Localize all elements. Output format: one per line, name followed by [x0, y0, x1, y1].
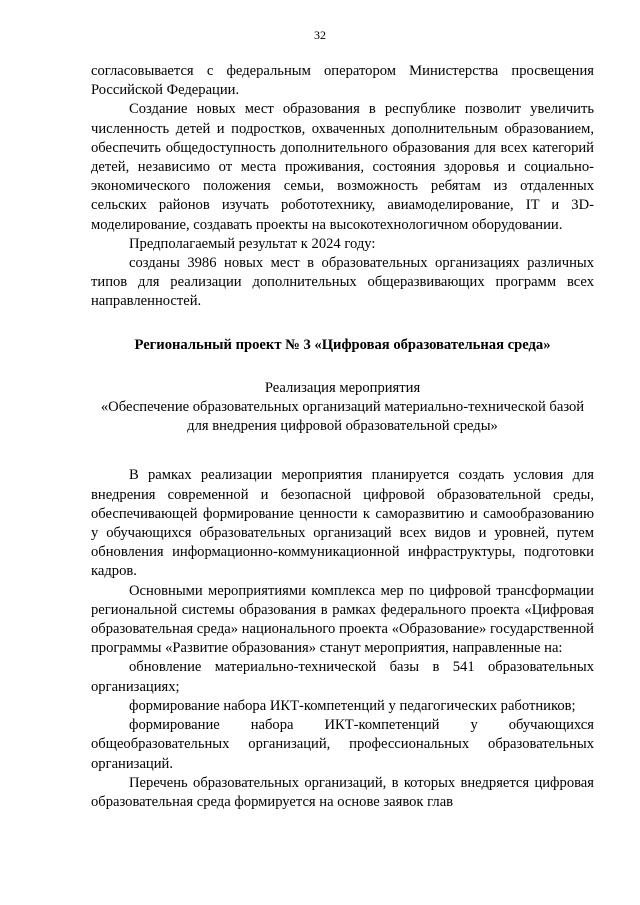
- subtitle-line-2: «Обеспечение образовательных организаций материально-технической базой для внедрения цифровой образовательной среды»: [100, 399, 585, 435]
- page-number: 32: [314, 28, 326, 42]
- paragraph-result-detail: созданы 3986 новых мест в образовательных организациях различных типов для реализации дополнительных общеразвивающих программ всех направленностей.: [91, 255, 594, 310]
- paragraph-new-places: Создание новых мест образования в республике позволит увеличить численность детей и подростков, охваченных дополнительным образованием, обеспечить общедоступность дополнительного образования для всех категорий детей, независимо от места проживания, состояния здоровья и социально-экономического положения семьи, возможность ребятам из отдаленных сельских районов изучать робототехнику, авиамоделирование, IT и 3D-моделирование, создавать проекты на высокотехнологичном оборудовании.: [91, 101, 594, 233]
- document-body: [91, 62, 594, 812]
- section-heading: Региональный проект № 3 «Цифровая образовательная среда»: [134, 336, 551, 353]
- list-item-teachers: формирование набора ИКТ-компетенций у педагогических работников;: [129, 697, 576, 714]
- paragraph-framework: В рамках реализации мероприятия планируется создать условия для внедрения современной и безопасной цифровой образовательной среды, обеспечивающей формирование ценности к саморазвитию и самообразованию у обучающихся образовательных организаций всех видов и уровней, путем обновления информационно-коммуникационной инфраструктуры, подготовки кадров.: [91, 467, 594, 580]
- paragraph-continuation: согласовывается с федеральным оператором Министерства просвещения Российской Федерации.: [91, 63, 594, 99]
- paragraph-main-measures: Основными мероприятиями комплекса мер по цифровой трансформации региональной системы образования в рамках федерального проекта «Цифровая образовательная среда» национального проекта «Образование» государственной программы «Развитие образования» станут мероприятия, направленные на:: [91, 582, 594, 657]
- paragraph-list-of-orgs: Перечень образовательных организаций, в которых внедряется цифровая образовательная среда формируется на основе заявок глав: [91, 774, 594, 810]
- spacer: [91, 436, 594, 466]
- subtitle-line-1: Реализация мероприятия: [264, 379, 421, 396]
- list-item-students: формирование набора ИКТ-компетенций у обучающихся общеобразовательных организаций, профессиональных образовательных организаций.: [91, 717, 594, 772]
- list-item-base-update: обновление материально-технической базы в 541 образовательных организациях;: [91, 659, 594, 695]
- paragraph-expected-result: Предполагаемый результат к 2024 году:: [129, 235, 376, 252]
